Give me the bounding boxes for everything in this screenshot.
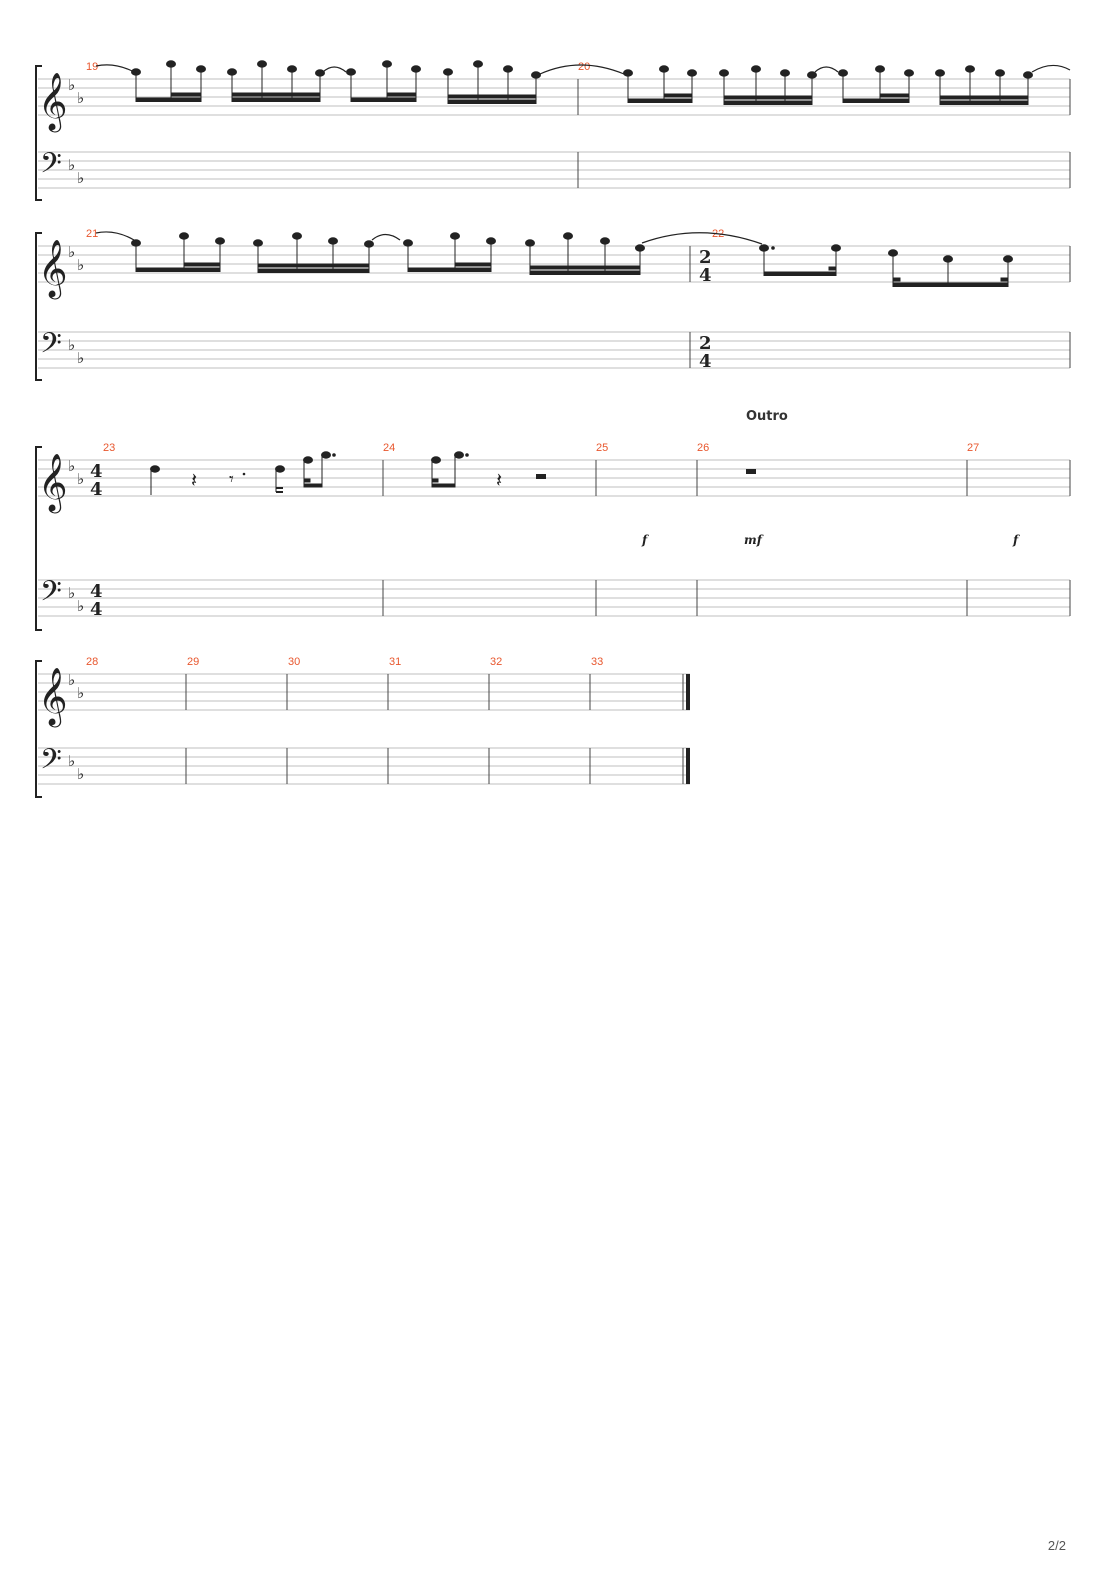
system-2	[36, 228, 1070, 380]
flat-icon: ♭	[68, 752, 76, 770]
bass-staff	[38, 152, 1070, 188]
note-group	[936, 66, 1033, 105]
system-1	[36, 61, 1070, 200]
note-group	[254, 233, 374, 273]
bass-staff	[38, 748, 690, 784]
flat-icon: ♭	[68, 336, 76, 354]
time-signature-numerator: 2	[699, 333, 712, 354]
time-signature-denominator: 4	[699, 351, 712, 372]
flat-icon: ♭	[77, 765, 85, 783]
half-rest-icon	[536, 474, 546, 479]
measure-number: 21	[86, 228, 99, 240]
flat-icon: ♭	[77, 597, 85, 615]
measure-number: 27	[967, 442, 980, 454]
bass-clef-icon: 𝄢	[40, 575, 62, 615]
flat-icon: ♭	[77, 470, 85, 488]
treble-clef-icon: 𝄞	[38, 72, 68, 130]
dynamic-marking: mf	[744, 533, 762, 547]
time-signature-denominator: 4	[90, 479, 103, 500]
system-4	[36, 656, 690, 797]
note-group	[132, 61, 206, 102]
bass-clef-icon: 𝄢	[40, 327, 62, 367]
treble-staff	[38, 79, 1070, 115]
measure-number: 31	[389, 656, 402, 668]
system-3	[36, 409, 1070, 630]
treble-clef-icon: 𝄞	[38, 667, 68, 725]
eighth-rest-icon: 𝄾	[229, 469, 234, 490]
flat-icon: ♭	[68, 584, 76, 602]
note-group	[760, 245, 841, 276]
measure-number: 26	[697, 442, 710, 454]
measure-number: 33	[591, 656, 604, 668]
note-group	[720, 66, 817, 105]
bass-staff	[38, 580, 1070, 616]
note-group	[347, 61, 421, 102]
flat-icon: ♭	[68, 76, 76, 94]
final-barline	[686, 748, 690, 784]
dynamic-marking: f	[1013, 533, 1019, 547]
measure-number: 30	[288, 656, 301, 668]
bass-staff	[38, 332, 1070, 368]
time-signature-numerator: 2	[699, 247, 712, 268]
flat-icon: ♭	[68, 156, 76, 174]
flat-icon: ♭	[68, 457, 76, 475]
note-group	[444, 61, 541, 104]
treble-clef-icon: 𝄞	[38, 453, 68, 511]
flat-icon: ♭	[77, 169, 85, 187]
measure-number: 28	[86, 656, 99, 668]
note-group	[526, 233, 645, 275]
measure-number: 24	[383, 442, 396, 454]
time-signature-numerator: 4	[90, 581, 103, 602]
flat-icon: ♭	[68, 671, 76, 689]
dynamic-marking: f	[642, 533, 648, 547]
flat-icon: ♭	[77, 349, 85, 367]
measure-number: 25	[596, 442, 609, 454]
time-signature-denominator: 4	[699, 265, 712, 286]
note-group	[276, 466, 285, 492]
measure-number: 29	[187, 656, 200, 668]
flat-icon: ♭	[77, 684, 85, 702]
flat-icon: ♭	[77, 256, 85, 274]
note-group	[151, 466, 160, 495]
measure-number: 23	[103, 442, 116, 454]
section-label: Outro	[746, 409, 788, 424]
measure-number: 20	[578, 61, 591, 73]
time-signature-denominator: 4	[90, 599, 103, 620]
measure-number: 19	[86, 61, 99, 73]
treble-clef-icon: 𝄞	[38, 239, 68, 297]
bass-clef-icon: 𝄢	[40, 743, 62, 783]
flat-icon: ♭	[77, 89, 85, 107]
page-number: 2/2	[1047, 1538, 1066, 1553]
bass-clef-icon: 𝄢	[40, 147, 62, 187]
treble-staff	[38, 674, 690, 710]
flat-icon: ♭	[68, 243, 76, 261]
note-group	[132, 233, 225, 272]
quarter-rest-icon: 𝄽	[191, 468, 198, 492]
note-group	[228, 61, 325, 102]
final-barline	[686, 674, 690, 710]
measure-number: 32	[490, 656, 503, 668]
quarter-rest-icon: 𝄽	[496, 468, 503, 492]
time-signature-numerator: 4	[90, 461, 103, 482]
measure-number: 22	[712, 228, 725, 240]
whole-rest-icon	[746, 469, 756, 474]
note-group	[404, 233, 496, 272]
